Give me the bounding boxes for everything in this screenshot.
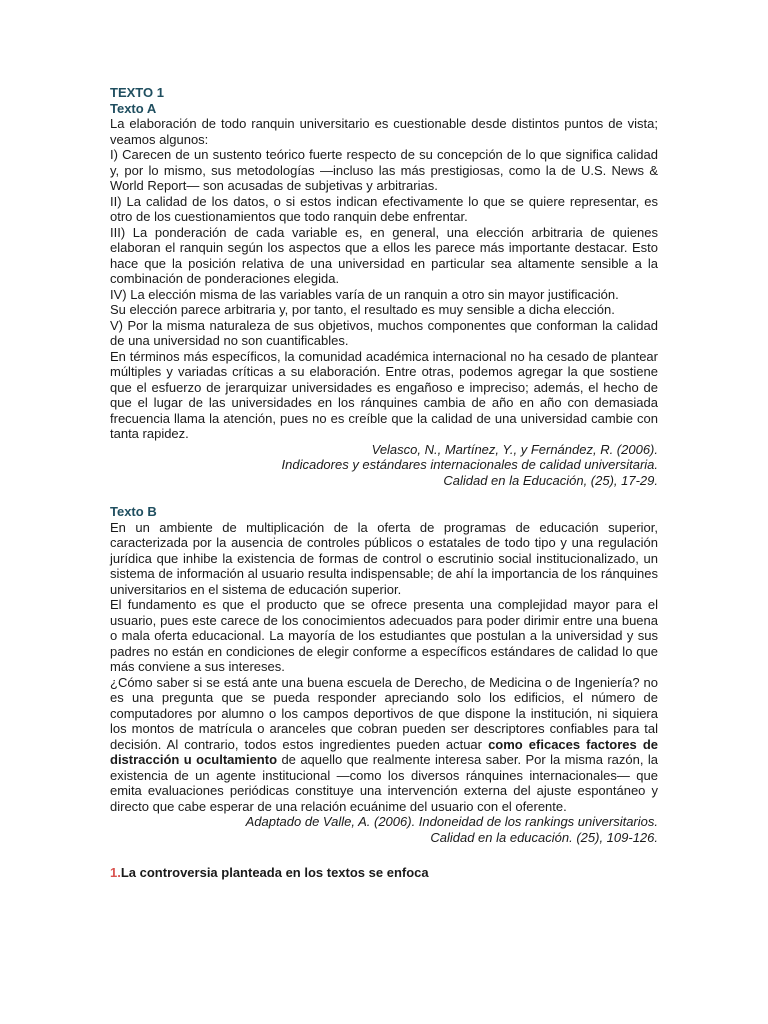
section-heading-texto1: TEXTO 1 [110, 85, 164, 100]
texto-a-citation-line: Velasco, N., Martínez, Y., y Fernández, R. (2006). [371, 441, 658, 457]
texto-b-p3-emphasis: como eficaces factores de distracción u ocultamiento [110, 736, 658, 767]
texto-a-paragraph: En términos más específicos, la comunidad académica internacional no ha cesado de plantear múltiples y variadas críticas a su elaboración. Entre otras, podemos agregar la que sostiene que el esfuerzo de jerarquizar universidades es engañoso e impreciso; además, el hecho de que el lugar de las universidades en los ránquines cambia de año en año con demasiada frecuencia llama la atención, pues no es creíble que la calidad de una universidad cambie con tanta rapidez. [110, 348, 658, 441]
subheading-texto-a: Texto A [110, 100, 157, 116]
texto-a-paragraph: IV) La elección misma de las variables varía de un ranquin a otro sin mayor justificación. [110, 286, 619, 302]
texto-a-paragraph: La elaboración de todo ranquin universitario es cuestionable desde distintos puntos de vista; veamos algunos: [110, 116, 658, 147]
texto-a-paragraph: III) La ponderación de cada variable es, en general, una elección arbitraria de quienes elaboran el ranquin según los aspectos que a ellos les parece más importante destacar. Esto hace que la posición relativa de una universidad en particular sea altamente sensible a la combinación de ponderaciones elegida. [110, 224, 658, 286]
texto-b-citation-line: Adaptado de Valle, A. (2006). Indoneidad de los rankings universitarios. [245, 814, 658, 829]
texto-a-citation-line: Indicadores y estándares internacionales de calidad universitaria. [281, 457, 658, 472]
texto-a-paragraph: II) La calidad de los datos, o si estos indican efectivamente lo que se quiere representar, es otro de los cuestionamientos que todo ranquin debe enfrentar. [110, 193, 658, 224]
texto-b-citation-line: Calidad en la educación. (25), 109-126. [430, 829, 658, 845]
texto-a-paragraph: I) Carecen de un sustento teórico fuerte respecto de su concepción de lo que significa calidad y, por lo mismo, sus metodologías —incluso las más prestigiosas, como la de U.S. News & World Report— son acusadas de subjetivas y arbitrarias. [110, 147, 658, 193]
question-1 [110, 865, 658, 881]
texto-b-paragraph: En un ambiente de multiplicación de la oferta de programas de educación superior, caracterizada por la ausencia de controles públicos o estatales de todo tipo y una regulación jurídica que inhibe la existencia de formas de control o escrutinio social institucionalizado, un sistema de información al usuario resulta indispensable; de ahí la importancia de los ránquines universitarios en el sistema de educación superior. [110, 519, 658, 597]
texto-b-paragraph: El fundamento es que el producto que se ofrece presenta una complejidad mayor para el usuario, pues este carece de los conocimientos adecuados para poder dirimir entre una buena o mala oferta educacional. La mayoría de los estudiantes que postulan a la universidad y sus padres no están en condiciones de elegir conforme a específicos estándares de calidad lo que más conviene a sus intereses. [110, 597, 658, 674]
texto-b-p3-after: de aquello que realmente interesa saber. Por la misma razón, la existencia de un agente institucional —como los diversos ránquines internacionales— que emita evaluaciones periódicas constituye una intervención externa del ajuste espontáneo y directo que cabe esperar de una relación ecuánime del usuario con el oferente. [110, 752, 659, 814]
question-text: La controversia planteada en los textos se enfoca [120, 865, 429, 880]
texto-b-p3-before: ¿Cómo saber si se está ante una buena escuela de Derecho, de Medicina o de Ingeniería? no es una pregunta que se pueda responder apreciando solo los edificios, el número de computadores por alumno o los campos deportivos de que dispone la institución, ni siquiera los montos de matrícula o aranceles que cobran pueden ser descriptores confiables para tal decisión. Al contrario, todos estos ingredientes pueden actuar [110, 674, 658, 752]
subheading-texto-b: Texto B [110, 504, 157, 519]
texto-b-paragraph [110, 675, 658, 815]
document-page [110, 85, 658, 881]
question-number: 1. [110, 865, 121, 880]
texto-a-paragraph: Su elección parece arbitraria y, por tanto, el resultado es muy sensible a dicha elección. [110, 302, 615, 317]
texto-a-citation-line: Calidad en la Educación, (25), 17-29. [443, 472, 658, 488]
texto-a-paragraph: V) Por la misma naturaleza de sus objetivos, muchos componentes que conforman la calidad de una universidad no son cuantificables. [110, 317, 658, 348]
